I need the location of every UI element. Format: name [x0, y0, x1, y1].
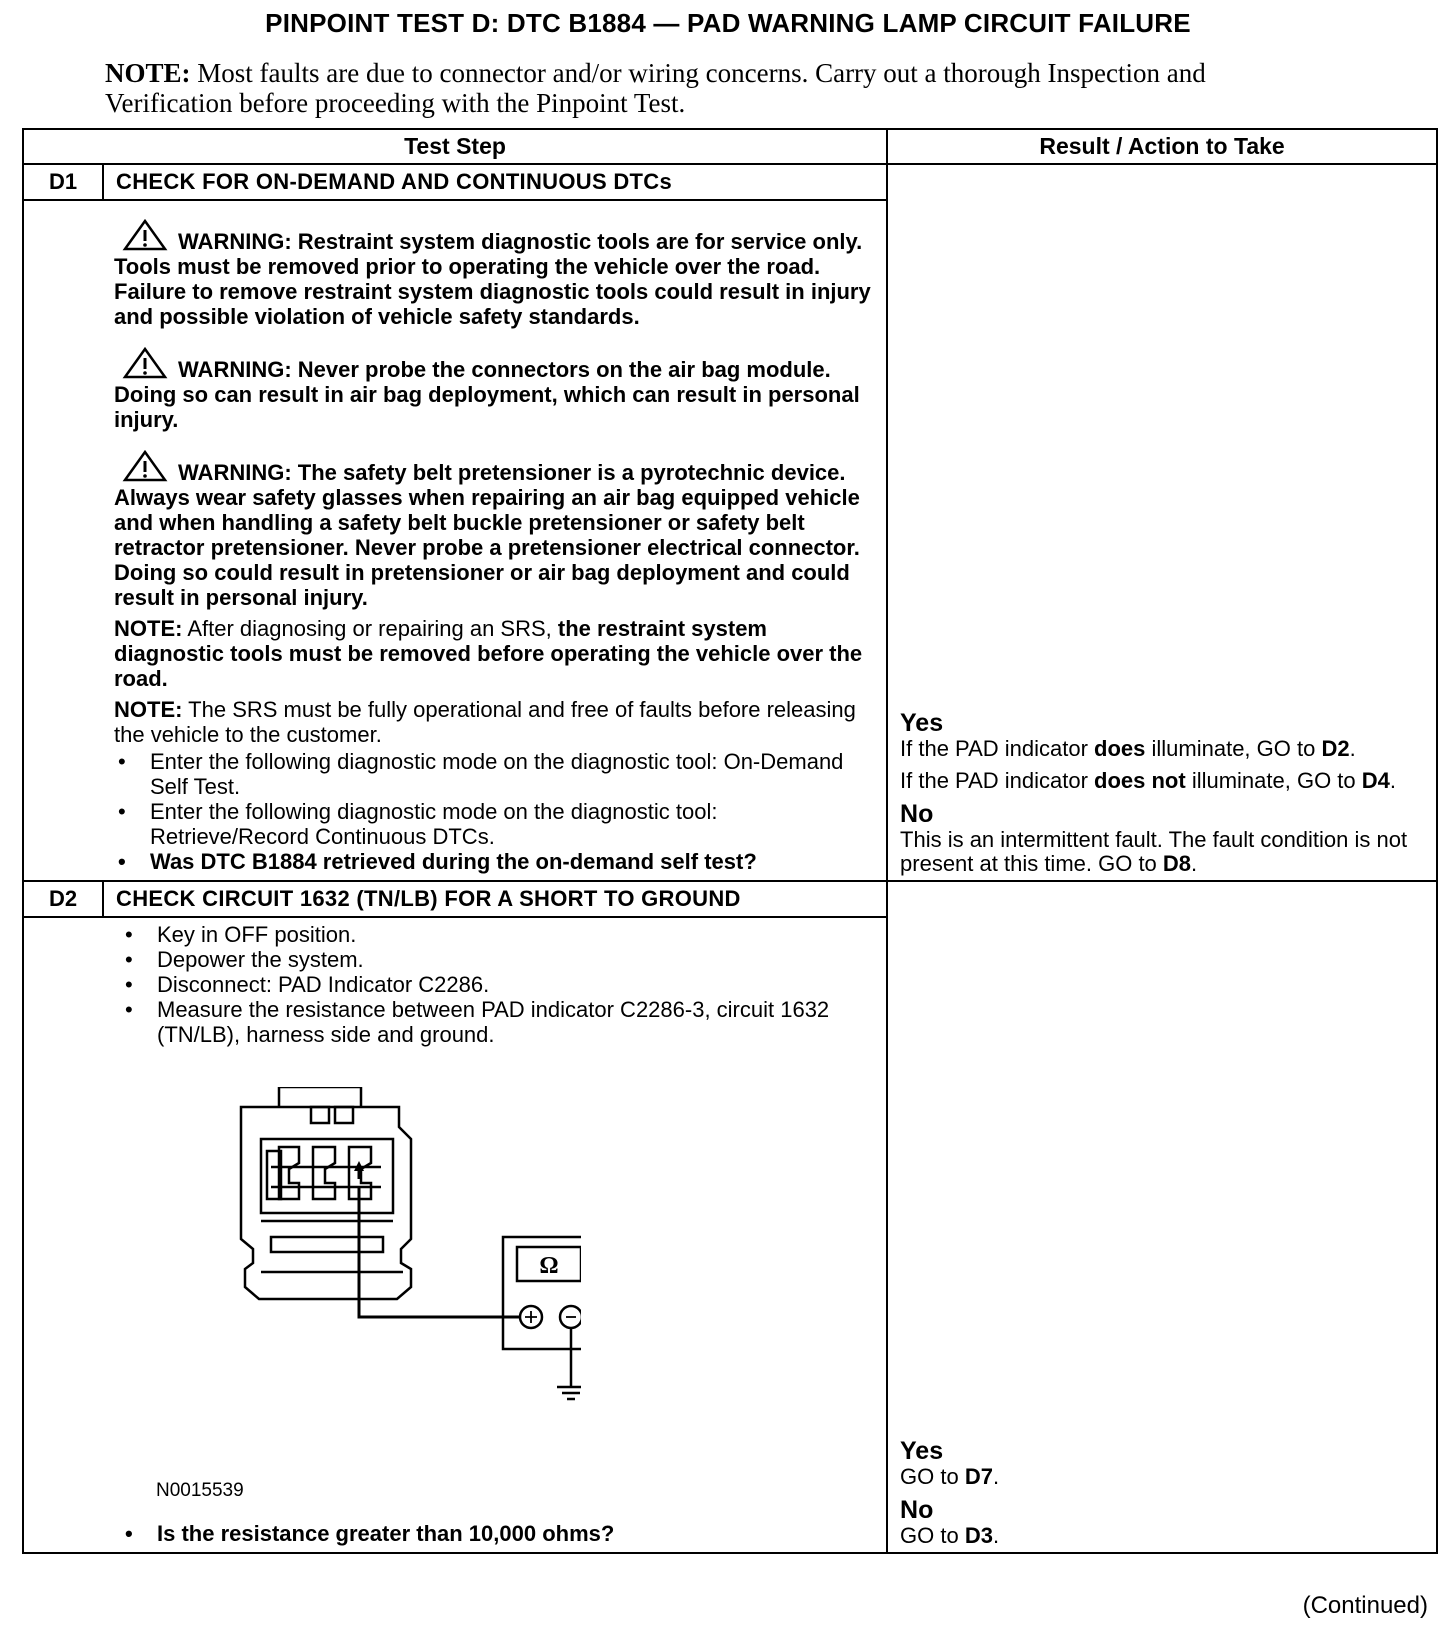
d1-yes-label: Yes: [900, 709, 944, 737]
step-d1-result: [887, 164, 1437, 881]
goto-d3-link: D3: [964, 1523, 993, 1548]
list-item: • Enter the following diagnostic mode on the diagnostic tool: On-Demand Self Test.: [114, 749, 872, 799]
warning-2: WARNING: Never probe the connectors on the air bag module. Doing so can result in air bag deployment, which can result in personal injury.: [114, 347, 872, 432]
step-d1-title: CHECK FOR ON-DEMAND AND CONTINUOUS DTCs: [103, 164, 887, 200]
step-d2-title: CHECK CIRCUIT 1632 (TN/LB) FOR A SHORT TO GROUND: [103, 881, 887, 917]
ground-icon: [557, 1328, 581, 1399]
page-title: PINPOINT TEST D: DTC B1884 — PAD WARNING LAMP CIRCUIT FAILURE: [265, 8, 1191, 38]
ohm-symbol: Ω: [539, 1253, 559, 1279]
goto-d4-link: D4: [1361, 768, 1390, 793]
d1-question: • Was DTC B1884 retrieved during the on-demand self test?: [114, 849, 872, 874]
goto-d8-link: D8: [1162, 851, 1192, 876]
d1-yes-option-2: If the PAD indicator does not illuminate, GO to D4.: [900, 768, 1397, 793]
d2-yes-option: GO to D7.: [900, 1464, 1000, 1489]
step-d1-id: D1: [23, 164, 103, 200]
intro-note: [105, 58, 1305, 118]
step-d2-id: D2: [23, 881, 103, 917]
list-item: • Measure the resistance between PAD indicator C2286-3, circuit 1632 (TN/LB), harness side and ground.: [121, 997, 872, 1047]
d1-yes-option-1: If the PAD indicator does illuminate, GO to D2.: [900, 736, 1356, 761]
warning-triangle-icon: [122, 219, 168, 251]
goto-d2-link: D2: [1321, 736, 1350, 761]
d2-yes-label: Yes: [900, 1437, 944, 1465]
d1-note-2: NOTE: The SRS must be fully operational and free of faults before releasing the vehicle to the customer.: [114, 697, 856, 747]
step-d2-result: [887, 881, 1437, 1553]
d1-step-list: [114, 749, 872, 874]
d1-no-label: No: [900, 800, 934, 828]
list-item: • Disconnect: PAD Indicator C2286.: [121, 972, 872, 997]
intro-note-label: NOTE:: [105, 58, 191, 88]
warning-3: WARNING: The safety belt pretensioner is a pyrotechnic device. Always wear safety glasses when repairing an air bag equipped vehicle and when handling a safety belt buckle pretensioner or safety belt retractor pretensioner. Never probe a pretensioner electrical connector. Doing so could result in pretensioner or air bag deployment and could result in personal injury.: [114, 450, 872, 610]
goto-d7-link: D7: [964, 1464, 993, 1489]
header-result-action: Result / Action to Take: [887, 129, 1437, 164]
continued-label: (Continued): [1302, 1592, 1428, 1619]
list-item: • Enter the following diagnostic mode on the diagnostic tool: Retrieve/Record Continuous DTCs.: [114, 799, 872, 849]
connector-c2286-drawing: [241, 1087, 411, 1299]
header-test-step: Test Step: [23, 129, 887, 164]
warning-triangle-icon: [122, 450, 168, 482]
d2-question: • Is the resistance greater than 10,000 ohms?: [121, 1521, 872, 1546]
d2-no-label: No: [900, 1496, 934, 1524]
step-d1-title-row: [23, 164, 1437, 200]
d2-question-list: [121, 1521, 872, 1546]
connector-resistance-diagram: [121, 1087, 581, 1472]
step-d2-title-row: [23, 881, 1437, 917]
list-item: • Depower the system.: [121, 947, 872, 972]
pinpoint-test-table: [22, 128, 1438, 1554]
figure-id: N0015539: [156, 1480, 244, 1501]
d1-no-option: This is an intermittent fault. The fault condition is not present at this time. GO to D8.: [900, 827, 1408, 876]
positive-terminal-icon: [525, 1311, 537, 1323]
step-d1-body: [23, 200, 887, 881]
d1-note-1: NOTE: After diagnosing or repairing an SRS, the restraint system diagnostic tools must be removed before operating the vehicle over the road.: [114, 616, 863, 691]
d2-no-option: GO to D3.: [900, 1523, 1000, 1548]
table-header-row: [23, 129, 1437, 164]
list-item: • Key in OFF position.: [121, 922, 872, 947]
intro-note-text: Most faults are due to connector and/or wiring concerns. Carry out a thorough Inspection and Verification before proceeding with the Pinpoint Test.: [105, 58, 1206, 118]
step-d2-body: [23, 917, 887, 1553]
warning-1: WARNING: Restraint system diagnostic tools are for service only. Tools must be removed prior to operating the vehicle over the road. Failure to remove restraint system diagnostic tools could result in injury and possible violation of vehicle safety standards.: [114, 219, 872, 329]
warning-triangle-icon: [122, 347, 168, 379]
d2-step-list: [121, 922, 872, 1047]
